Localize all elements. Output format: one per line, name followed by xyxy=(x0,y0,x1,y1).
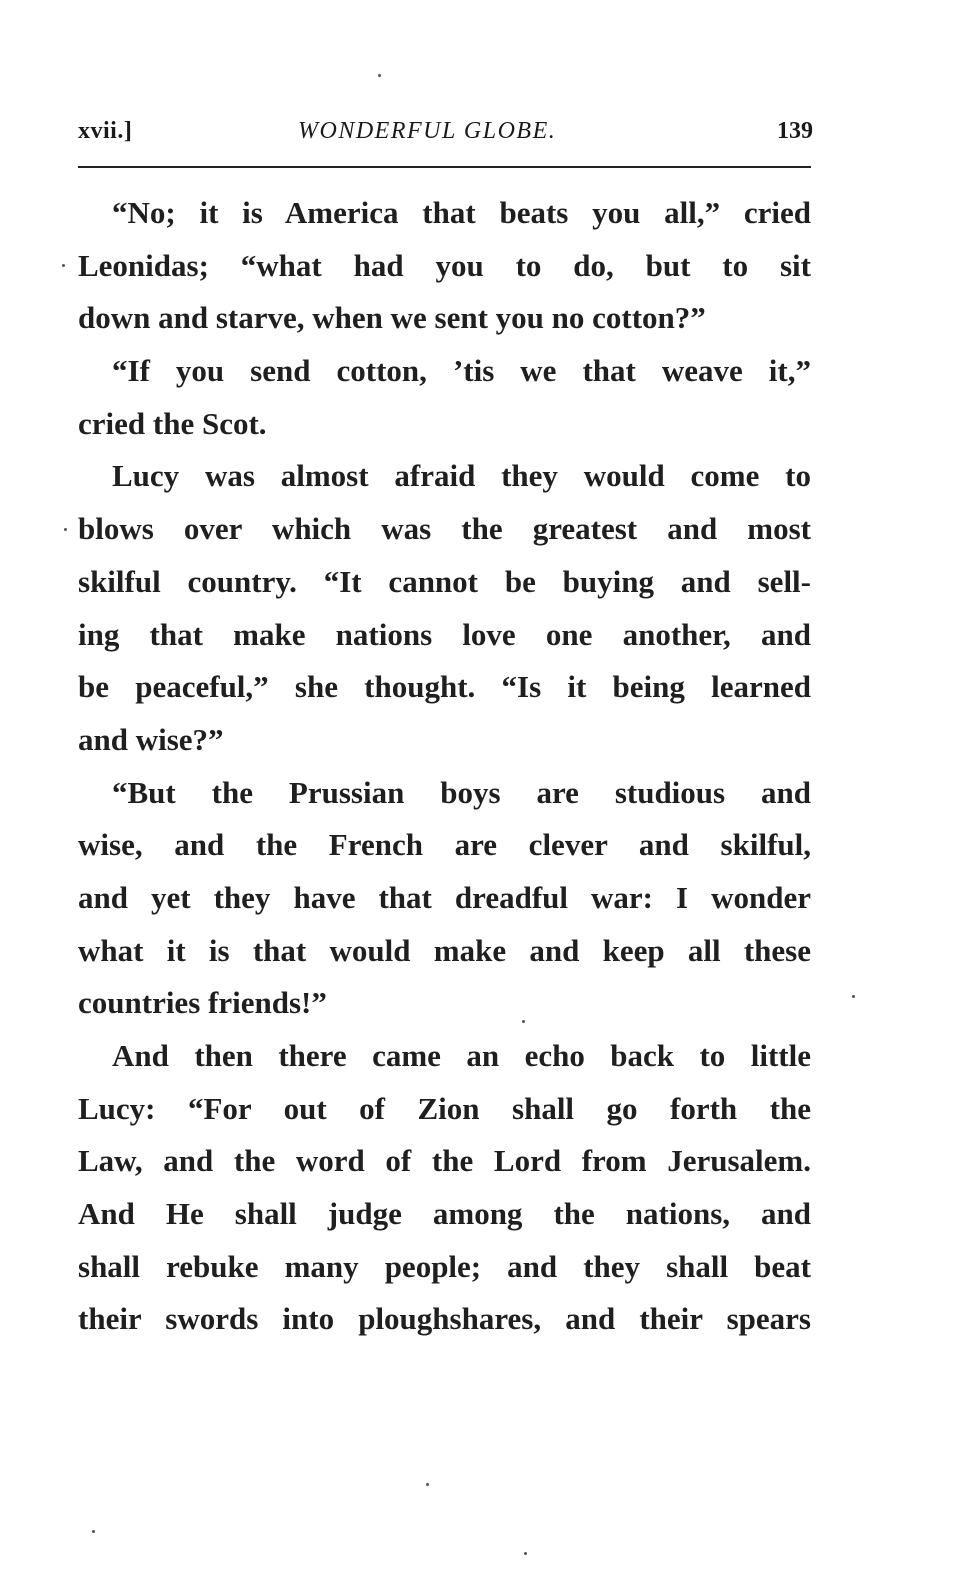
text-line: Lucy: “For out of Zion shall go forth the xyxy=(78,1090,811,1126)
text-line: and yet they have that dreadful war: I wonder xyxy=(78,879,811,915)
scan-speck xyxy=(852,995,855,998)
text-line: “No; it is America that beats you all,” cried xyxy=(112,195,811,230)
text-line: cried the Scot. xyxy=(78,405,267,441)
text-line: “If you send cotton, ’tis we that weave it,” xyxy=(112,353,811,389)
running-title: WONDERFUL GLOBE. xyxy=(298,118,557,144)
text-line: their swords into ploughshares, and their spears xyxy=(78,1301,811,1337)
text-line: shall rebuke many people; and they shall beat xyxy=(78,1248,811,1284)
chapter-marker: xvii.] xyxy=(78,118,133,144)
text-line: and wise?” xyxy=(78,721,224,757)
text-line: skilful country. “It cannot be buying and sell- xyxy=(78,563,811,599)
text-line: And He shall judge among the nations, and xyxy=(78,1196,811,1232)
scan-speck xyxy=(92,1530,95,1533)
scan-speck xyxy=(62,264,65,267)
text-line: blows over which was the greatest and most xyxy=(78,511,811,547)
text-line: what it is that would make and keep all these xyxy=(78,932,811,968)
text-line: “But the Prussian boys are studious and xyxy=(112,774,811,810)
scan-speck xyxy=(524,1552,527,1555)
text-line: And then there came an echo back to little xyxy=(112,1038,811,1073)
page-header xyxy=(78,112,813,152)
header-rule xyxy=(78,166,811,168)
text-line: down and starve, when we sent you no cotton?” xyxy=(78,300,706,336)
body-text xyxy=(78,187,811,1346)
text-line: be peaceful,” she thought. “Is it being learned xyxy=(78,669,811,705)
text-line: wise, and the French are clever and skilful, xyxy=(78,827,811,863)
scan-speck xyxy=(522,1020,525,1023)
scan-speck xyxy=(378,74,381,77)
text-line: Law, and the word of the Lord from Jerusalem. xyxy=(78,1143,811,1179)
page-number: 139 xyxy=(777,118,813,144)
text-line: countries friends!” xyxy=(78,985,327,1021)
text-line: Lucy was almost afraid they would come to xyxy=(112,458,811,494)
text-line: ing that make nations love one another, and xyxy=(78,616,811,652)
text-line: Leonidas; “what had you to do, but to sit xyxy=(78,247,811,283)
scan-speck xyxy=(64,528,67,531)
scan-speck xyxy=(426,1483,429,1486)
